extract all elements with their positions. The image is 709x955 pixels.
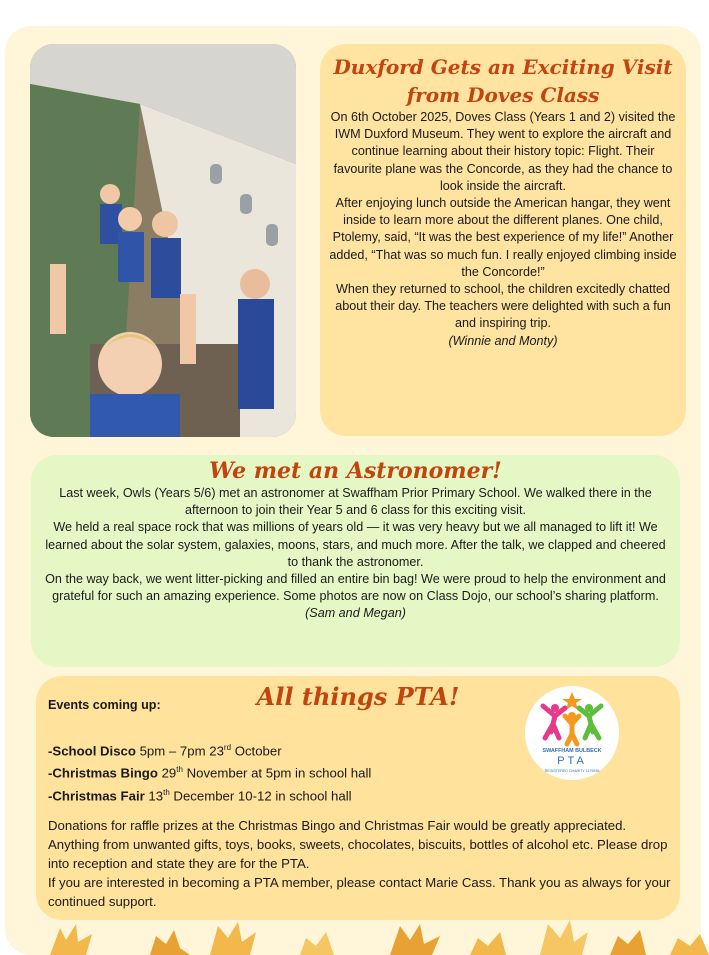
astronomer-paragraph-1: Last week, Owls (Years 5/6) met an astronomer at Swaffham Prior Primary School. We walked there in the afternoon to join their Year 5 and 6 class for this exciting visit.	[59, 486, 652, 518]
class-trip-photo	[30, 44, 296, 437]
astronomer-signature: (Sam and Megan)	[305, 606, 406, 621]
autumn-leaves-border	[0, 918, 709, 955]
duxford-title-line2: from Doves Class	[406, 83, 600, 107]
pta-title: All things PTA!	[256, 682, 460, 711]
duxford-signature: (Winnie and Monty)	[448, 333, 558, 348]
event-name: -Christmas Bingo	[48, 765, 158, 781]
events-list	[48, 738, 371, 805]
event-date-suffix: th	[163, 787, 170, 797]
membership-paragraph: If you are interested in becoming a PTA member, please contact Marie Cass. Thank you as always for your continued support.	[48, 875, 671, 909]
event-item	[48, 738, 371, 760]
pta-logo-registration: REGISTERED CHARITY 1179935	[544, 769, 600, 773]
event-name: -Christmas Fair	[48, 788, 145, 804]
astronomer-paragraph-2: We held a real space rock that was millions of years old — it was very heavy but we all managed to lift it! We learned about the solar system, galaxies, moons, stars, and much more. After the talk, we clapped and cheered to thank the astronomer.	[45, 520, 666, 569]
event-details: October	[231, 743, 282, 759]
pta-logo-name: SWAFFHAM BULBECK	[542, 748, 602, 754]
event-details: November at 5pm in school hall	[182, 765, 372, 781]
event-date: 5pm – 7pm 23	[135, 743, 224, 759]
donations-paragraph: Donations for raffle prizes at the Christmas Bingo and Christmas Fair would be greatly appreciated. Anything from unwanted gifts, toys, books, sweets, chocolates, biscuits, bottles of alcohol etc. Please drop into reception and state they are for the PTA.	[48, 818, 668, 871]
duxford-paragraph-3: When they returned to school, the children excitedly chatted about their day. The teachers were delighted with such a fun and inspiring trip.	[335, 282, 671, 331]
astronomer-article	[31, 455, 680, 667]
duxford-article	[320, 44, 686, 436]
event-name: -School Disco	[48, 743, 136, 759]
event-item	[48, 783, 371, 805]
events-heading: Events coming up:	[48, 698, 161, 712]
pta-donations-text	[48, 816, 676, 911]
astronomer-paragraph-3: On the way back, we went litter-picking and filled an entire bin bag! We were proud to help the environment and grateful for such an amazing experience. Some photos are now on Class Dojo, our school’s sharing platform.	[45, 572, 666, 604]
duxford-paragraph-2: After enjoying lunch outside the American hangar, they went inside to learn more about the different planes. One child, Ptolemy, said, “It was the best experience of my life!” Another added, “That was so much fun. I really enjoyed climbing inside the Concorde!”	[329, 196, 677, 279]
duxford-title	[320, 44, 686, 109]
event-details: December 10-12 in school hall	[169, 788, 352, 804]
event-item	[48, 760, 371, 782]
event-date-suffix: rd	[223, 743, 232, 752]
event-date: 29	[157, 765, 177, 781]
pta-section	[36, 676, 680, 920]
pta-logo-abbr: PTA	[557, 755, 587, 767]
pta-logo	[525, 686, 619, 780]
event-date-suffix: th	[176, 765, 183, 775]
duxford-paragraph-1: On 6th October 2025, Doves Class (Years 1 and 2) visited the IWM Duxford Museum. They went to explore the aircraft and continue learning about their history topic: Flight. Their favourite plane was the Concorde, as they had the chance to look inside the aircraft.	[330, 110, 676, 193]
duxford-title-line1: Duxford Gets an Exciting Visit	[333, 55, 673, 79]
astronomer-title: We met an Astronomer!	[209, 458, 502, 484]
event-date: 13	[144, 788, 164, 804]
